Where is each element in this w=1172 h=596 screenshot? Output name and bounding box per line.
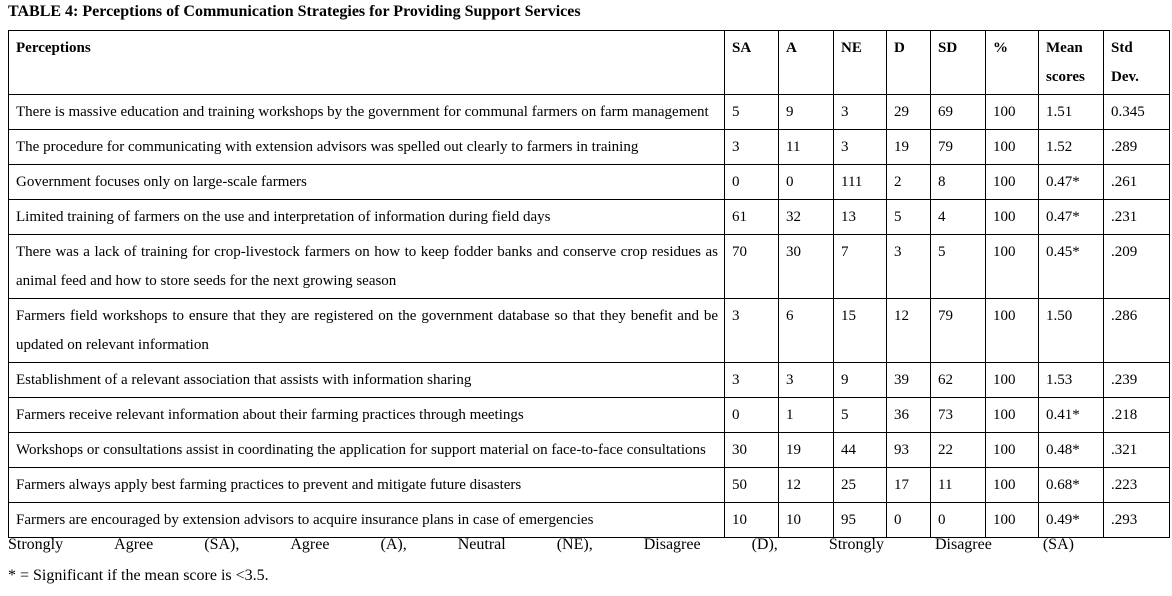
value-cell: 69 bbox=[931, 95, 986, 130]
value-cell: 3 bbox=[834, 130, 887, 165]
value-cell: 29 bbox=[887, 95, 931, 130]
perception-cell: There was a lack of training for crop-livestock farmers on how to keep fodder banks and conserve crop residues as animal feed and how to store seeds for the next growing season bbox=[9, 235, 725, 299]
perception-cell: Farmers always apply best farming practices to prevent and mitigate future disasters bbox=[9, 468, 725, 503]
value-cell: 100 bbox=[986, 433, 1039, 468]
legend-word: (NE), bbox=[556, 536, 593, 553]
legend-word: (A), bbox=[380, 536, 407, 553]
table-row bbox=[9, 130, 1170, 165]
value-cell: 9 bbox=[779, 95, 834, 130]
table-row bbox=[9, 503, 1170, 538]
table-title: TABLE 4: Perceptions of Communication Strategies for Providing Support Services bbox=[8, 3, 581, 20]
value-cell: .218 bbox=[1104, 398, 1170, 433]
value-cell: 1.50 bbox=[1039, 299, 1104, 363]
value-cell: 8 bbox=[931, 165, 986, 200]
column-header: Std Dev. bbox=[1104, 31, 1170, 95]
value-cell: 0.47* bbox=[1039, 200, 1104, 235]
perceptions-table bbox=[8, 30, 1170, 538]
table-row bbox=[9, 95, 1170, 130]
value-cell: 50 bbox=[725, 468, 779, 503]
legend-word: Agree bbox=[290, 536, 330, 553]
value-cell: 93 bbox=[887, 433, 931, 468]
perception-cell: The procedure for communicating with extension advisors was spelled out clearly to farmers in training bbox=[9, 130, 725, 165]
abbreviation-legend bbox=[8, 536, 1074, 554]
value-cell: 0 bbox=[725, 165, 779, 200]
value-cell: 0.45* bbox=[1039, 235, 1104, 299]
value-cell: 6 bbox=[779, 299, 834, 363]
perception-cell: Government focuses only on large-scale farmers bbox=[9, 165, 725, 200]
legend-word: (SA) bbox=[1042, 536, 1074, 553]
value-cell: 39 bbox=[887, 363, 931, 398]
legend-word: Disagree bbox=[643, 536, 701, 553]
table-row bbox=[9, 363, 1170, 398]
value-cell: 3 bbox=[887, 235, 931, 299]
table-row bbox=[9, 235, 1170, 299]
legend-word: (D), bbox=[751, 536, 778, 553]
perception-cell: Farmers field workshops to ensure that they are registered on the government database so that they benefit and be updated on relevant information bbox=[9, 299, 725, 363]
significance-note: * = Significant if the mean score is <3.5. bbox=[8, 567, 269, 584]
value-cell: 5 bbox=[725, 95, 779, 130]
value-cell: 100 bbox=[986, 95, 1039, 130]
legend-word: Strongly bbox=[828, 536, 884, 553]
value-cell: 10 bbox=[779, 503, 834, 538]
value-cell: 70 bbox=[725, 235, 779, 299]
value-cell: 100 bbox=[986, 468, 1039, 503]
column-header: D bbox=[887, 31, 931, 95]
value-cell: 0 bbox=[931, 503, 986, 538]
value-cell: 100 bbox=[986, 503, 1039, 538]
value-cell: .231 bbox=[1104, 200, 1170, 235]
table-row bbox=[9, 165, 1170, 200]
value-cell: 100 bbox=[986, 165, 1039, 200]
value-cell: 95 bbox=[834, 503, 887, 538]
value-cell: 0.47* bbox=[1039, 165, 1104, 200]
value-cell: 0 bbox=[779, 165, 834, 200]
legend-word: Neutral bbox=[457, 536, 506, 553]
value-cell: 22 bbox=[931, 433, 986, 468]
value-cell: 1 bbox=[779, 398, 834, 433]
value-cell: 4 bbox=[931, 200, 986, 235]
value-cell: 5 bbox=[931, 235, 986, 299]
value-cell: 0.49* bbox=[1039, 503, 1104, 538]
table-row bbox=[9, 299, 1170, 363]
table-row bbox=[9, 433, 1170, 468]
table-row bbox=[9, 398, 1170, 433]
legend-word: (SA), bbox=[204, 536, 240, 553]
value-cell: .289 bbox=[1104, 130, 1170, 165]
value-cell: 0.48* bbox=[1039, 433, 1104, 468]
value-cell: 17 bbox=[887, 468, 931, 503]
column-header: SA bbox=[725, 31, 779, 95]
value-cell: .286 bbox=[1104, 299, 1170, 363]
value-cell: 79 bbox=[931, 299, 986, 363]
perception-cell: Establishment of a relevant association that assists with information sharing bbox=[9, 363, 725, 398]
value-cell: 0.345 bbox=[1104, 95, 1170, 130]
value-cell: .239 bbox=[1104, 363, 1170, 398]
value-cell: 30 bbox=[779, 235, 834, 299]
value-cell: .293 bbox=[1104, 503, 1170, 538]
value-cell: 61 bbox=[725, 200, 779, 235]
perception-cell: Farmers are encouraged by extension advisors to acquire insurance plans in case of emergencies bbox=[9, 503, 725, 538]
value-cell: 12 bbox=[779, 468, 834, 503]
column-header: Mean scores bbox=[1039, 31, 1104, 95]
value-cell: 30 bbox=[725, 433, 779, 468]
value-cell: 79 bbox=[931, 130, 986, 165]
value-cell: 19 bbox=[779, 433, 834, 468]
legend-word: Disagree bbox=[934, 536, 992, 553]
value-cell: 36 bbox=[887, 398, 931, 433]
value-cell: 3 bbox=[725, 299, 779, 363]
value-cell: 5 bbox=[834, 398, 887, 433]
value-cell: 100 bbox=[986, 363, 1039, 398]
value-cell: 100 bbox=[986, 130, 1039, 165]
header-row bbox=[9, 31, 1170, 95]
legend-word: Agree bbox=[114, 536, 154, 553]
perception-cell: Limited training of farmers on the use and interpretation of information during field days bbox=[9, 200, 725, 235]
value-cell: 100 bbox=[986, 398, 1039, 433]
value-cell: 100 bbox=[986, 200, 1039, 235]
value-cell: 3 bbox=[779, 363, 834, 398]
value-cell: .321 bbox=[1104, 433, 1170, 468]
legend-word: Strongly bbox=[8, 536, 64, 553]
value-cell: 5 bbox=[887, 200, 931, 235]
value-cell: 9 bbox=[834, 363, 887, 398]
perception-cell: There is massive education and training workshops by the government for communal farmers on farm management bbox=[9, 95, 725, 130]
value-cell: 15 bbox=[834, 299, 887, 363]
value-cell: 3 bbox=[725, 363, 779, 398]
column-header: SD bbox=[931, 31, 986, 95]
value-cell: 100 bbox=[986, 235, 1039, 299]
value-cell: 12 bbox=[887, 299, 931, 363]
value-cell: 7 bbox=[834, 235, 887, 299]
column-header: % bbox=[986, 31, 1039, 95]
value-cell: 73 bbox=[931, 398, 986, 433]
value-cell: 25 bbox=[834, 468, 887, 503]
value-cell: 2 bbox=[887, 165, 931, 200]
value-cell: 0.41* bbox=[1039, 398, 1104, 433]
value-cell: 1.53 bbox=[1039, 363, 1104, 398]
value-cell: .209 bbox=[1104, 235, 1170, 299]
table-row bbox=[9, 468, 1170, 503]
value-cell: 13 bbox=[834, 200, 887, 235]
value-cell: 11 bbox=[931, 468, 986, 503]
value-cell: 0.68* bbox=[1039, 468, 1104, 503]
column-header: NE bbox=[834, 31, 887, 95]
value-cell: 3 bbox=[834, 95, 887, 130]
value-cell: 111 bbox=[834, 165, 887, 200]
value-cell: 62 bbox=[931, 363, 986, 398]
perception-cell: Farmers receive relevant information about their farming practices through meetings bbox=[9, 398, 725, 433]
value-cell: 19 bbox=[887, 130, 931, 165]
value-cell: 44 bbox=[834, 433, 887, 468]
column-header: A bbox=[779, 31, 834, 95]
value-cell: 1.51 bbox=[1039, 95, 1104, 130]
column-header: Perceptions bbox=[9, 31, 725, 95]
value-cell: 32 bbox=[779, 200, 834, 235]
value-cell: .223 bbox=[1104, 468, 1170, 503]
perception-cell: Workshops or consultations assist in coordinating the application for support material on face-to-face consultations bbox=[9, 433, 725, 468]
table-row bbox=[9, 200, 1170, 235]
value-cell: 1.52 bbox=[1039, 130, 1104, 165]
value-cell: 0 bbox=[725, 398, 779, 433]
value-cell: 0 bbox=[887, 503, 931, 538]
value-cell: 100 bbox=[986, 299, 1039, 363]
value-cell: .261 bbox=[1104, 165, 1170, 200]
value-cell: 10 bbox=[725, 503, 779, 538]
value-cell: 11 bbox=[779, 130, 834, 165]
value-cell: 3 bbox=[725, 130, 779, 165]
